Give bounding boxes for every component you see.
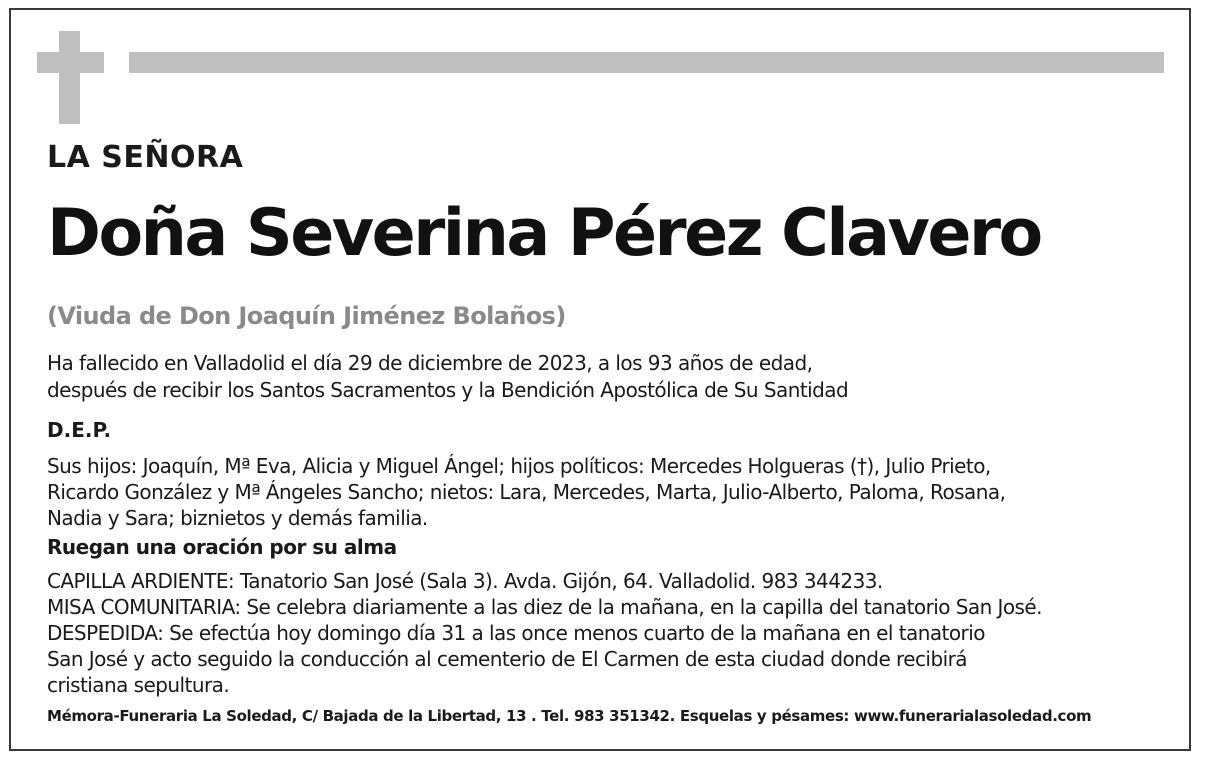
family-line: Ricardo González y Mª Ángeles Sancho; nietos: Lara, Mercedes, Marta, Julio-Alberto, Paloma, Rosana, [47,480,1006,504]
details-line: CAPILLA ARDIENTE: Tanatorio San José (Sala 3). Avda. Gijón, 64. Valladolid. 983 344233. [47,569,883,593]
widow-note: (Viuda de Don Joaquín Jiménez Bolaños) [47,302,566,330]
family-line: Nadia y Sara; biznietos y demás familia. [47,506,428,530]
deceased-name: Doña Severina Pérez Clavero [47,196,1041,271]
family-list [47,453,1005,531]
family-line: Sus hijos: Joaquín, Mª Eva, Alicia y Miguel Ángel; hijos políticos: Mercedes Holgueras (†), Julio Prieto, [47,454,991,478]
prayer-request: Ruegan una oración por su alma [47,535,397,559]
header-gray-bar [129,52,1164,73]
service-details [47,568,1042,698]
death-notice-line-1: Ha fallecido en Valladolid el día 29 de diciembre de 2023, a los 93 años de edad, [47,351,813,375]
details-line: DESPEDIDA: Se efectúa hoy domingo día 31 a las once menos cuarto de la mañana en el tanatorio [47,621,985,645]
cross-horizontal-bar [37,52,104,73]
details-line: cristiana sepultura. [47,673,230,697]
details-line: San José y acto seguido la conducción al cementerio de El Carmen de esta ciudad donde recibirá [47,647,967,671]
death-notice-line-2: después de recibir los Santos Sacramentos y la Bendición Apostólica de Su Santidad [47,378,849,402]
funeral-home-footer: Mémora-Funeraria La Soledad, C/ Bajada de la Libertad, 13 . Tel. 983 351342. Esquelas y pésames: www.funerarialasoledad.com [47,707,1092,725]
dep-label: D.E.P. [47,418,112,442]
lead-title: LA SEÑORA [47,140,244,175]
cross-vertical-bar [59,31,80,124]
details-line: MISA COMUNITARIA: Se celebra diariamente a las diez de la mañana, en la capilla del tanatorio San José. [47,595,1042,619]
